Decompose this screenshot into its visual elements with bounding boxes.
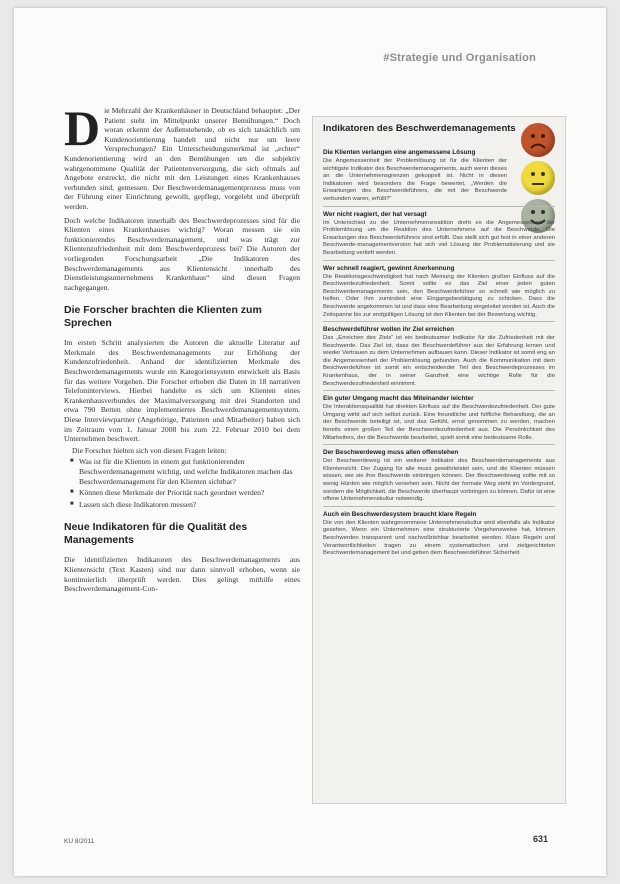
indicator-text: Der Beschwerdeweg ist ein weiterer Indikator des Beschwerdemanagements aus Klientensicht. Der Zugang für alle muss gewährleistet sein, und die Klienten müssen wissen, wie sie ihre Beschwerde einbringen können. Der Beschwerdeweg sollte mit so wenig Hürden wie möglich versehen sein. Nicht der formale Weg steht im Vordergrund, sondern die Möglichkeit, die Beschwerde überhaupt vorbringen zu können. Dafür ist eine offene Unternehmenskultur notwendig. (323, 458, 555, 503)
divider (323, 390, 555, 391)
divider (323, 260, 555, 261)
box-title: Indikatoren des Beschwerdemanagements (323, 123, 516, 134)
indicator-heading: Beschwerdeführer wollen ihr Ziel erreichen (323, 326, 455, 334)
indicator-text: Das „Erreichen des Ziels“ ist ein bedeutsamer Indikator für die Zufriedenheit mit der Beschwerde. Das Ziel ist, dass der Beschwerdeführer aus der Erfahrung lernen und wieder Vertrauen zu dem Unternehmen aufbauen kann. Dieser Indikator ist somit eng an die Angemessenheit der Problemlösung gebunden. Auch die Kommunikation mit dem Beschwerdeführer ist somit ein entscheidender Teil des Beschwerdeprozesses im Krankenhaus, der in seiner Ganzheit eine wichtige Rolle für die Beschwerdezufriedenheit einnimmt. (323, 335, 555, 387)
page-number: 631 (533, 834, 549, 844)
article-column (64, 100, 300, 596)
paragraph-questions: Doch welche Indikatoren innerhalb des Beschwerdeprozesses sind für die Klienten eines Krankenhauses wichtig? Woran messen sie ein funktionierendes Beschwerdemanagement, und was trägt zur Klientenzufriedenheit mit dem Beschwerdeprozess bei? Die Autoren der vorliegenden Forschungsarbeit „Die Indikatoren des Beschwerdemanagements aus Klientensicht innerhalb des Dienstleistungsunternehmens Krankenhaus“ sind diesen Fragen nachgegangen. (64, 215, 300, 292)
divider (323, 506, 555, 507)
box-content (323, 145, 555, 560)
indicator-heading: Die Klienten verlangen eine angemessene Lösung (323, 149, 476, 156)
indicator-heading: Wer schnell reagiert, gewinnt Anerkennung (323, 264, 455, 272)
divider (323, 321, 555, 322)
indicator-text: Die Interaktionsqualität hat direkten Einfluss auf die Beschwerdezufriedenheit. Der gute Umgang wirkt auf sich selbst zurück. Eine freundliche und höfliche Behandlung, die an der Beschwerde beteiligt ist, und das Gefühl, ernst genommen zu werden, machen bereits einen großen Teil der Beschwerdezufriedenheit aus. Die Persönlichkeit des Mitarbeiters, der die Beschwerde bearbeitet, spielt somit eine bedeutsame Rolle. (323, 404, 555, 441)
drop-cap: D (64, 100, 101, 156)
section-header: #Strategie und Organisation (383, 52, 536, 64)
question-list (70, 457, 300, 509)
indicator-heading: Auch ein Beschwerdesystem braucht klare Regeln (323, 510, 477, 518)
magazine-page (14, 8, 606, 876)
divider (323, 444, 555, 445)
paragraph-method: Im ersten Schritt analysierten die Autoren die aktuelle Literatur auf Merkmale des Beschwerdemanagements zur Erhöhung der Kundenzufriedenheit. Anhand der identifizierten Merkmale des Beschwerdemanagements wurde ein Kategoriensystem entwickelt als Basis für das weitere Vorgehen. Die Forscher erhoben die Daten in 18 narrativen Telefoninterviews. Hierbei handelte es sich um Klienten eines Krankenhausverbundes der Maximalversorgung mit drei Standorten und etwa 790 Betten ohne implementiertes Beschwerdemanagementsystem. Diese Interviewpartner (Angehörige, Patienten und Mitarbeiter) haben sich im Zeitraum vom 1. Januar 2008 bis zum 22. Februar 2010 bei dem Unternehmen beschwert. (64, 338, 300, 444)
indicator-heading: Ein guter Umgang macht das Miteinander leichter (323, 395, 474, 403)
heading-indikatoren: Neue Indikatoren für die Qualität des Managements (64, 521, 248, 547)
divider (323, 206, 555, 207)
indicator-heading: Wer nicht reagiert, der hat versagt (323, 210, 427, 218)
list-item: ■ Lassen sich diese Indikatoren messen? (70, 500, 300, 510)
indicator-heading: Der Beschwerdeweg muss allen offenstehen (323, 449, 459, 457)
indicator-text: Die Reaktionsgeschwindigkeit hat nach Meinung der Klienten großen Einfluss auf die Beschwerdezufriedenheit. Somit sollte es das Ziel einer jeden guten Beschwerdemanagements sein, den Beschwerdeführer so schnell wie möglich zu helfen. Oder ihm zumindest eine Eingangsbestätigung zu schicken. Dass die Beschwerde angekommen ist und dass eine Bearbeitung eingeleitet worden ist. Auch die Zeitspanne bis zur endgültigen Lösung ist den Klienten bei der Bewertung wichtig. (323, 273, 555, 318)
list-item: ■ Können diese Merkmale der Priorität nach geordnet werden? (70, 488, 300, 498)
footer-issue: KU 8/2011 (64, 838, 95, 845)
intro-paragraph: ie Mehrzahl der Krankenhäuser in Deutschland behauptet: „Der Patient steht im Mittelpunkt unserer Bemühungen.“ Doch woran erkennt der Außenstehende, ob es sich tatsächlich um Kundenorientierung handelt und nicht nur um leere Versprechungen? Ein Unterscheidungsmerkmal ist „echter“ Kundenorientierung wird an den Bemühungen um die subjektiv wahrgenommene Qualität der Patientenversorgung, die sich oftmals auf Angebote erstreckt, die nicht mit den Leistungen eines Krankenhauses verbunden sind, gemessen. Der Beschwerdemanagementprozess muss von der Führung einer Einrichtung gewollt, gepflegt, vorgelebt und überprüft werden. (64, 106, 300, 211)
paragraph-closing: Die identifizierten Indikatoren des Beschwerdemanagements aus Klientensicht (Text Kasten) sind nur dann sinnvoll erhoben, wenn sie kontinuierlich überprüft werden. Dies gelingt mithilfe eines Beschwerdemanagement-Con- (64, 555, 300, 594)
indicator-text: Die von den Klienten wahrgenommene Unternehmenskultur wird ebenfalls als Indikator gesehen. Wenn ein Unternehmen eine strukturierte Vorgehensweise hat, können Beschwerden transparent und nachvollziehbar bearbeitet werden. Klare Regeln und Verantwortlichkeiten tragen zu einem systematischen und zielgerichteten Beschwerdemanagement bei und geben dem Beschwerdeführer Sicherheit. (323, 519, 555, 557)
indicator-text: Im Unterschied zu der Unternehmensreaktion dreht es die Angemessenheit der Problemlösung um die Reaktion des Unternehmens auf die Beschwerde. Die Erwartungen des Beschwerdeführers sind erfüllt. Das stellt sich gut fest in einer anderen Beschwerde-managementversion hat sich viel Lösung der Problematisierung und sie Bearbeitung vertieft werden. (323, 219, 555, 256)
indicator-text: Die Angemessenheit der Problemlösung ist für die Klienten der wichtigste Indikator des Beschwerdemanagements, auch wenn dieses an die Unternehmensgrenzen gekoppelt ist. Nicht in diesen Indikatoren wird besonders die Frage bewertet, „Werden die Erwartungen des Beschwerdeführers, die mit der Beschwerde verbunden waren, erfüllt?“ (323, 158, 507, 202)
indicator-box (312, 116, 566, 804)
list-item: ■ Was ist für die Klienten in einem gut funktionierenden Beschwerdemanagement wichtig, und welche Indikatoren machen das Beschwerdemanagement für den Klienten sichtbar? (70, 457, 300, 486)
intro-paragraph-wrap (64, 100, 300, 212)
heading-forscher: Die Forscher brachten die Klienten zum Sprechen (64, 304, 262, 330)
paragraph-guiding-questions: Die Forscher hielten sich von diesen Fragen leiten: (72, 445, 227, 455)
